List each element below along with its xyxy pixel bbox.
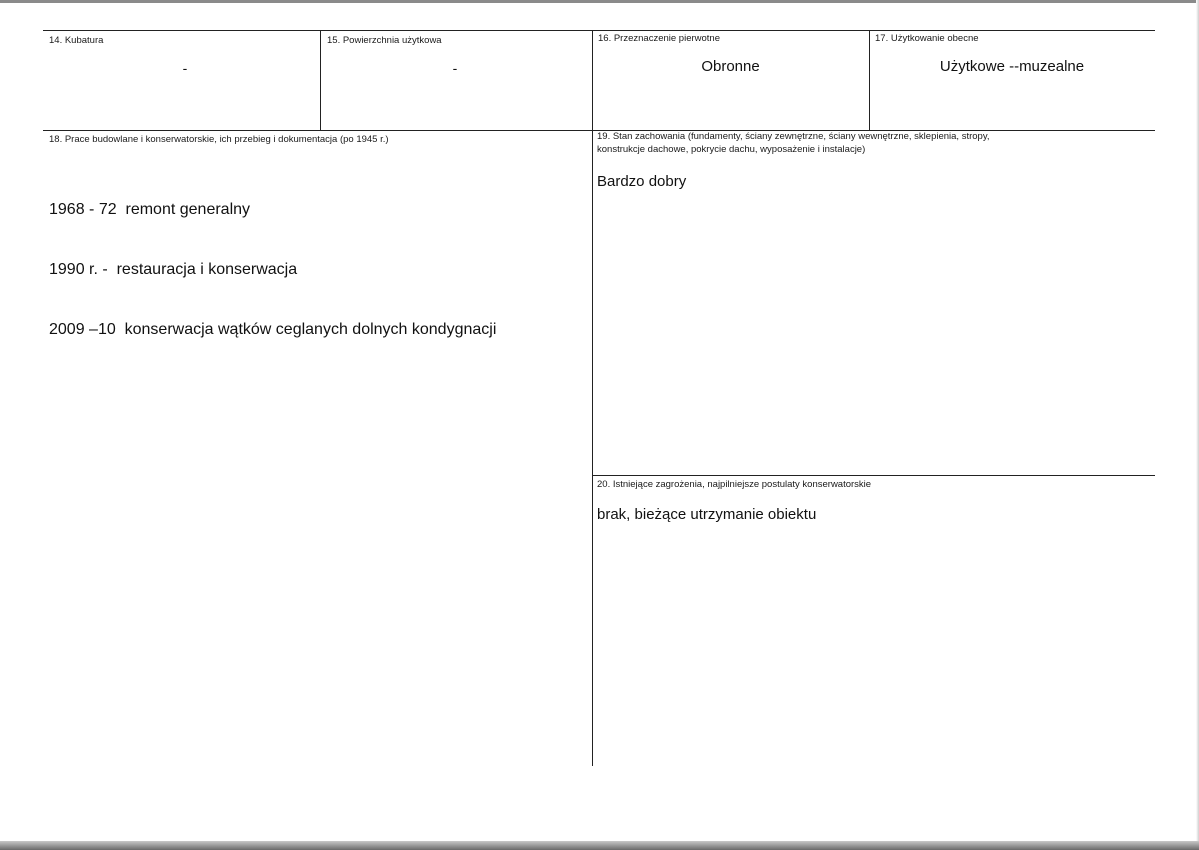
field-14-label: 14. Kubatura <box>49 35 104 46</box>
field-19-value: Bardzo dobry <box>597 173 687 190</box>
field-19-label-line2: konstrukcje dachowe, pokrycie dachu, wyposażenie i instalacje) <box>597 144 866 155</box>
divider-14-15 <box>320 30 321 130</box>
top-row-border <box>43 30 1155 31</box>
field-20-value: brak, bieżące utrzymanie obiektu <box>597 506 817 523</box>
field-18-label: 18. Prace budowlane i konserwatorskie, ich przebieg i dokumentacja (po 1945 r.) <box>49 134 389 145</box>
field-20-label: 20. Istniejące zagrożenia, najpilniejsze postulaty konserwatorskie <box>597 479 872 490</box>
works-entry: 1968 - 72 remont generalny <box>49 201 251 218</box>
field-16-value: Obronne <box>701 58 760 75</box>
field-14-value: - <box>182 60 188 76</box>
divider-16-17 <box>869 30 870 130</box>
divider-15-16 <box>592 30 593 766</box>
field-19-label-line1: 19. Stan zachowania (fundamenty, ściany zewnętrzne, ściany wewnętrzne, sklepienia, stropy, <box>597 131 990 142</box>
field-17-label: 17. Użytkowanie obecne <box>875 33 979 44</box>
scan-edge-bottom <box>0 841 1199 850</box>
field-18-entries <box>49 160 496 360</box>
field-15-label: 15. Powierzchnia użytkowa <box>327 35 442 46</box>
field-16-label: 16. Przeznaczenie pierwotne <box>598 33 720 44</box>
field-15-value: - <box>452 60 458 76</box>
scan-edge-top <box>0 0 1199 3</box>
works-entry: 1990 r. - restauracja i konserwacja <box>49 261 298 278</box>
field-17-value: Użytkowe --muzealne <box>939 58 1085 75</box>
works-entry: 2009 –10 konserwacja wątków ceglanych dolnych kondygnacji <box>49 321 497 338</box>
field-20-border <box>592 475 1155 476</box>
